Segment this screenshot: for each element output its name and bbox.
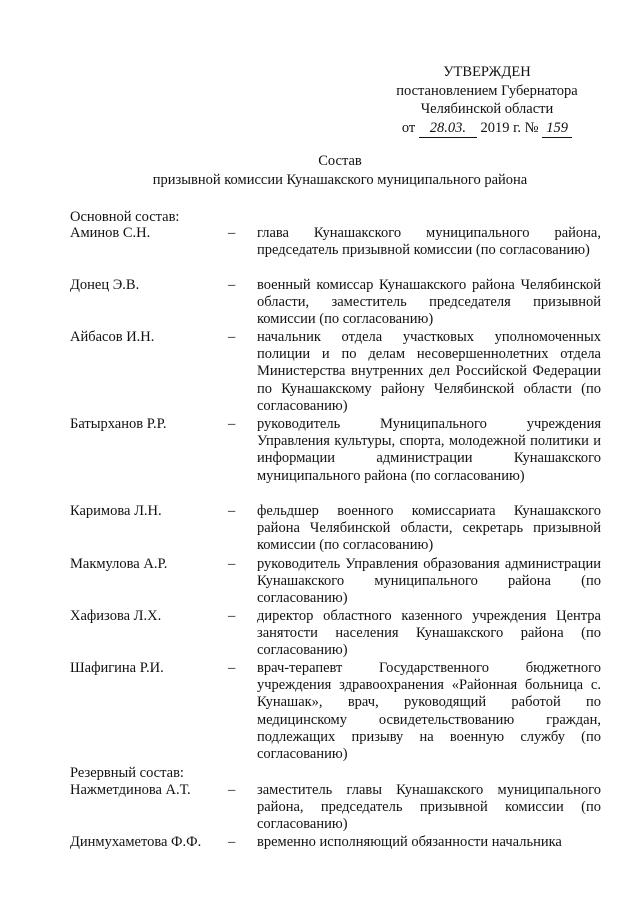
reserve-member-dash: –	[228, 834, 236, 850]
member-name: Донец Э.В.	[70, 277, 140, 293]
member-name: Шафигина Р.И.	[70, 660, 164, 676]
approval-line-region: Челябинской области	[420, 101, 554, 117]
document-heading	[60, 152, 620, 190]
document-subtitle: призывной комиссии Кунашакского муниципального района	[152, 172, 528, 188]
member-dash: –	[228, 277, 236, 293]
member-description: руководитель Управления образования администрации Кунашакского муниципального района (по согласованию)	[257, 556, 601, 607]
member-name: Хафизова Л.Х.	[70, 608, 162, 624]
member-description: глава Кунашакского муниципального района, председатель призывной комиссии (по согласованию)	[257, 225, 601, 259]
member-dash: –	[228, 608, 236, 624]
member-dash: –	[228, 660, 236, 676]
approval-date-line	[372, 119, 602, 138]
approval-from-label: от	[401, 119, 416, 136]
member-description: фельдшер военного комиссариата Кунашакского района Челябинской области, секретарь призывной комиссии (по согласованию)	[257, 503, 601, 554]
member-name: Макмулова А.Р.	[70, 556, 168, 572]
reserve-member-description: временно исполняющий обязанности начальника	[257, 834, 562, 850]
reserve-composition-label: Резервный состав:	[70, 765, 184, 781]
reserve-member-dash: –	[228, 782, 236, 798]
member-name: Батырханов Р.Р.	[70, 416, 167, 432]
approval-line-decree: постановлением Губернатора	[396, 82, 578, 99]
reserve-member-name: Нажметдинова А.Т.	[70, 782, 191, 798]
member-dash: –	[228, 225, 236, 241]
member-description: начальник отдела участковых уполномоченных полиции и по делам несовершеннолетних отдела Министерства внутренних дел Российской Федерации по Кунашакскому району Челябинской области (по согласованию)	[257, 329, 601, 414]
approval-date-value: 28.03.	[419, 119, 477, 139]
approval-title: УТВЕРЖДЕН	[443, 64, 531, 80]
member-description: врач-терапевт Государственного бюджетного учреждения здравоохранения «Районная больница с. Кунашак», врач, руководящий работой по медицинскому освидетельствованию граждан, подлежащих призыву на военную службу (по согласованию)	[257, 660, 601, 763]
member-description: военный комиссар Кунашакского района Челябинской области, заместитель председателя призывной комиссии (по согласованию)	[257, 277, 601, 328]
approval-number-value: 159	[542, 119, 572, 139]
reserve-member-description: заместитель главы Кунашакского муниципального района, председатель призывной комиссии (по согласованию)	[257, 782, 601, 833]
document-title: Состав	[318, 153, 362, 169]
member-dash: –	[228, 556, 236, 572]
member-name: Каримова Л.Н.	[70, 503, 162, 519]
approval-block	[372, 63, 602, 137]
member-dash: –	[228, 329, 236, 345]
member-description: директор областного казенного учреждения Центра занятости населения Кунашакского района (по согласованию)	[257, 608, 601, 659]
member-dash: –	[228, 503, 236, 519]
member-dash: –	[228, 416, 236, 432]
approval-year-text: 2019 г. №	[480, 119, 539, 136]
member-name: Айбасов И.Н.	[70, 329, 155, 345]
reserve-member-name: Динмухаметова Ф.Ф.	[70, 834, 202, 850]
member-name: Аминов С.Н.	[70, 225, 151, 241]
main-composition-label: Основной состав:	[70, 209, 180, 225]
member-description: руководитель Муниципального учреждения Управления культуры, спорта, молодежной политики и информации администрации Кунашакского муниципального района (по согласованию)	[257, 416, 601, 484]
